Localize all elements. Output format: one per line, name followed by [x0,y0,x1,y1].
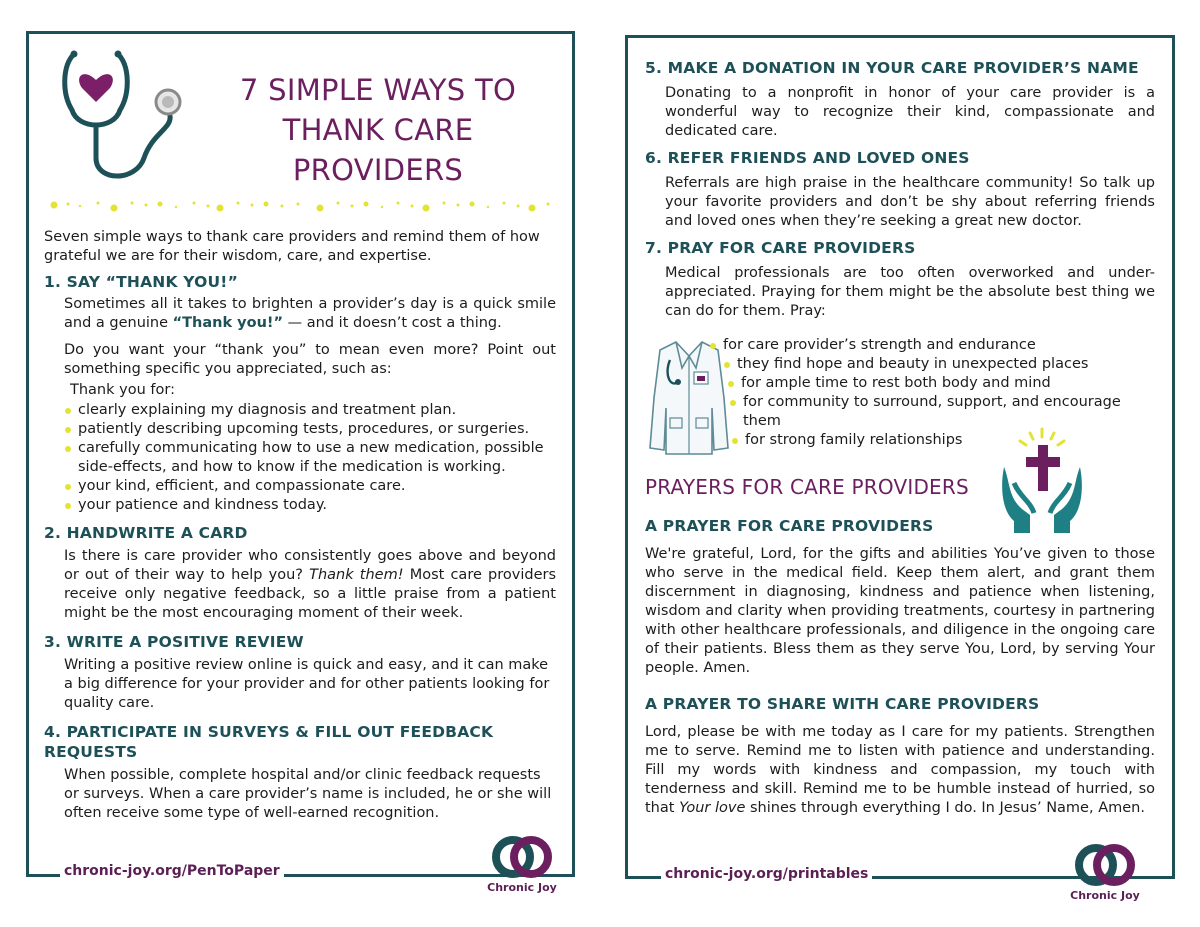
logo-text: Chronic Joy [1070,889,1140,902]
list-item: for community to surround, support, and encourage them [729,393,1159,431]
section-5-heading: 5. MAKE A DONATION IN YOUR CARE PROVIDER’S NAME [645,59,1139,77]
s1-p1-b: — and it doesn’t cost a thing. [287,315,502,331]
s2-p-b: Most care providers receive only negative feedback, so a little praise from a patient might be the most encouraging moment of their week. [64,567,557,621]
prayers-heading: PRAYERS FOR CARE PROVIDERS [645,475,969,499]
chronic-joy-logo-left[interactable] [487,835,557,894]
list-item: for care provider’s strength and endurance [709,336,1159,355]
list-item: for ample time to rest both body and mind [727,374,1159,393]
list-item: your patience and kindness today. [64,496,556,515]
s1-thank-you-quote: “Thank you!” [172,315,284,331]
prayer-2-b: shines through everything I do. In Jesus’ Name, Amen. [749,800,1145,816]
section-7-heading: 7. PRAY FOR CARE PROVIDERS [645,239,916,257]
section-7-list [709,336,1159,450]
prayer-1-heading: A PRAYER FOR CARE PROVIDERS [645,517,934,535]
section-4-body: When possible, complete hospital and/or clinic feedback requests or surveys. When a care provider’s name is included, he or she will often receive some type of well-earned recognition. [64,767,552,821]
left-content [44,228,556,823]
prayer-2-your-love: Your love [679,800,746,816]
title-line-2: THANK CARE PROVIDERS [282,113,474,187]
section-1-heading: 1. SAY “THANK YOU!” [44,273,238,291]
prayer-2-heading: A PRAYER TO SHARE WITH CARE PROVIDERS [645,695,1040,713]
section-2-heading: 2. HANDWRITE A CARD [44,524,248,542]
intro-text: Seven simple ways to thank care providers and remind them of how grateful we are for their wisdom, care, and expertise. [44,229,540,264]
list-item: carefully communicating how to use a new medication, possible side-effects, and how to know if the medication is working. [64,439,556,477]
stethoscope-heart-icon [60,46,190,186]
chronic-joy-rings-logo [1072,843,1138,887]
dotted-divider [48,197,558,213]
list-item: they find hope and beauty in unexpected places [723,355,1159,374]
section-1-body [44,295,556,379]
list-item: patiently describing upcoming tests, procedures, or surgeries. [64,420,556,439]
left-footer-url[interactable]: chronic-joy.org/PenToPaper [60,862,284,880]
prayer-1-body: We're grateful, Lord, for the gifts and abilities You’ve given to those who serve in the medical field. Keep them alert, and grant them discernment in diagnosing, kindness and patience when listening, wisdom and clarity when providing treatments, courtesy in partnering with other healthcare professionals, and diligence in the ongoing care of their patients. Bless them as they serve You, Lord, by serving Your people. Amen. [645,546,1155,676]
right-footer-url[interactable]: chronic-joy.org/printables [661,865,872,883]
right-bottom-border-a [625,876,663,879]
s2-p-a: Is there is care provider who consistently goes above and beyond or out of their way to help you? [64,548,556,583]
chronic-joy-logo-right[interactable] [1070,843,1140,902]
list-item: clearly explaining my diagnosis and treatment plan. [64,401,556,420]
title-line-1: 7 SIMPLE WAYS TO [239,73,517,107]
page-title [198,70,558,190]
section-2-body [44,547,556,623]
right-content-prayers [645,516,1155,818]
section-1-para-2: Do you want your “thank you” to mean even more? Point out something specific you appreciated, such as: [64,342,556,377]
right-content-top [645,58,1155,321]
section-4-heading: 4. PARTICIPATE IN SURVEYS & FILL OUT FEEDBACK REQUESTS [44,723,494,761]
logo-text: Chronic Joy [487,881,557,894]
section-6-heading: 6. REFER FRIENDS AND LOVED ONES [645,149,970,167]
prayer-2-a: Lord, please be with me today as I care for my patients. Strengthen me to serve. Remind me to listen with patience and understanding. Fill my words with kindness and compassion, my touch with tenderness and skill. Remind me to be humble instead of hurried, so that [645,724,1155,816]
s1-p1-a: Sometimes all it takes to brighten a provider’s day is a quick smile and a genuine [64,296,556,331]
prayer-2-body [645,723,1155,818]
left-bottom-border-a [26,874,62,877]
section-1-list [44,401,556,515]
section-1-lead: Thank you for: [70,382,175,398]
list-item: for strong family relationships [731,431,1159,450]
section-5-body: Donating to a nonprofit in honor of your care provider is a wonderful way to recognize their kind, compassionate and dedicated care. [665,85,1155,139]
chronic-joy-rings-logo [489,835,555,879]
section-6-body: Referrals are high praise in the healthcare community! So talk up your favorite providers and don’t be shy about referring friends and loved ones when they’re seeking a great new doctor. [665,175,1155,229]
section-3-body: Writing a positive review online is quick and easy, and it can make a big difference for your provider and for other patients looking for quality care. [64,657,550,711]
section-3-heading: 3. WRITE A POSITIVE REVIEW [44,633,304,651]
s2-thank-them: Thank them! [309,567,404,583]
section-7-body: Medical professionals are too often overworked and under-appreciated. Praying for them might be the absolute best thing we can do for them. Pray: [665,265,1155,319]
section-1-para-1 [64,295,556,333]
list-item: your kind, efficient, and compassionate care. [64,477,556,496]
